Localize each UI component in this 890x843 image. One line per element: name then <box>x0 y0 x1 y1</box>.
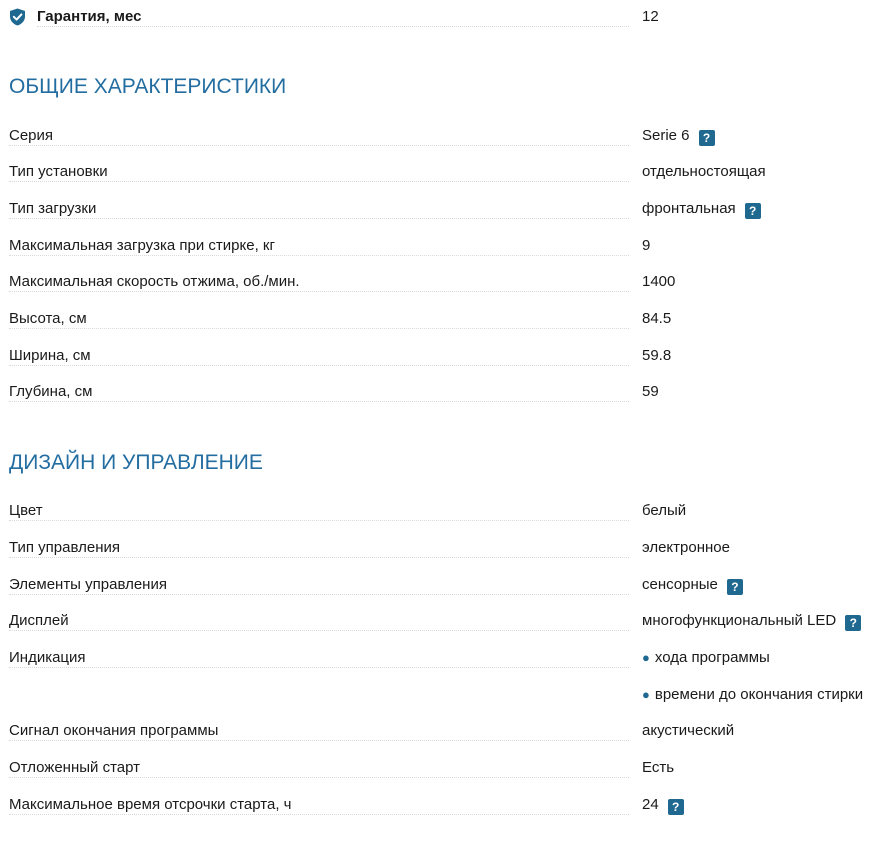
spec-value: 84.5 <box>642 310 672 327</box>
help-icon[interactable]: ? <box>699 130 715 146</box>
shield-check-icon <box>9 8 26 26</box>
spec-label: Тип управления <box>9 539 130 556</box>
spec-value: сенсорные <box>642 576 718 593</box>
spec-value: хода программы <box>654 649 770 666</box>
section-title-general: ОБЩИЕ ХАРАКТЕРИСТИКИ <box>9 75 287 98</box>
spec-label: Максимальное время отсрочки старта, ч <box>9 796 301 813</box>
warranty-value: 12 <box>642 8 659 25</box>
spec-row <box>9 721 882 741</box>
spec-row-continuation <box>9 685 882 705</box>
help-icon[interactable]: ? <box>727 579 743 595</box>
spec-value: 9 <box>642 237 651 254</box>
spec-label: Серия <box>9 127 63 144</box>
bullet-icon: ● <box>642 687 650 702</box>
spec-row <box>9 272 882 292</box>
spec-value: 1400 <box>642 273 676 290</box>
spec-row <box>9 648 882 668</box>
spec-row <box>9 162 882 182</box>
section-title-design: ДИЗАЙН И УПРАВЛЕНИЕ <box>9 451 263 474</box>
warranty-row <box>9 7 882 27</box>
spec-label: Высота, см <box>9 310 97 327</box>
spec-row <box>9 575 882 595</box>
spec-row <box>9 346 882 366</box>
spec-row <box>9 199 882 219</box>
spec-label: Отложенный старт <box>9 759 150 776</box>
spec-row <box>9 309 882 329</box>
spec-value: Serie 6 <box>642 127 690 144</box>
spec-label: Сигнал окончания программы <box>9 722 228 739</box>
help-icon[interactable]: ? <box>668 799 684 815</box>
bullet-icon: ● <box>642 650 650 665</box>
spec-label: Цвет <box>9 502 53 519</box>
spec-label: Ширина, см <box>9 347 101 364</box>
spec-value: Есть <box>642 759 675 776</box>
spec-value: электронное <box>642 539 730 556</box>
spec-row <box>9 236 882 256</box>
spec-value: акустический <box>642 722 735 739</box>
warranty-name <box>37 7 629 27</box>
spec-label: Элементы управления <box>9 576 177 593</box>
spec-label: Тип загрузки <box>9 200 106 217</box>
spec-row <box>9 795 882 815</box>
spec-label: Максимальная загрузка при стирке, кг <box>9 237 285 254</box>
spec-row <box>9 538 882 558</box>
spec-row <box>9 611 882 631</box>
spec-label: Индикация <box>9 649 96 666</box>
spec-label: Глубина, см <box>9 383 102 400</box>
spec-value: 59.8 <box>642 347 672 364</box>
spec-label: Дисплей <box>9 612 79 629</box>
help-icon[interactable]: ? <box>845 615 861 631</box>
spec-value: белый <box>642 502 687 519</box>
spec-value: 59 <box>642 383 659 400</box>
spec-row <box>9 126 882 146</box>
spec-label: Тип установки <box>9 163 118 180</box>
spec-value: времени до окончания стирки <box>654 686 864 703</box>
spec-value: многофункциональный LED <box>642 612 837 629</box>
warranty-label: Гарантия, мес <box>37 8 151 25</box>
spec-row <box>9 501 882 521</box>
spec-value: 24 <box>642 796 659 813</box>
spec-row <box>9 382 882 402</box>
spec-label: Максимальная скорость отжима, об./мин. <box>9 273 310 290</box>
help-icon[interactable]: ? <box>745 203 761 219</box>
spec-value: фронтальная <box>642 200 736 217</box>
spec-value: отдельностоящая <box>642 163 766 180</box>
spec-row <box>9 758 882 778</box>
